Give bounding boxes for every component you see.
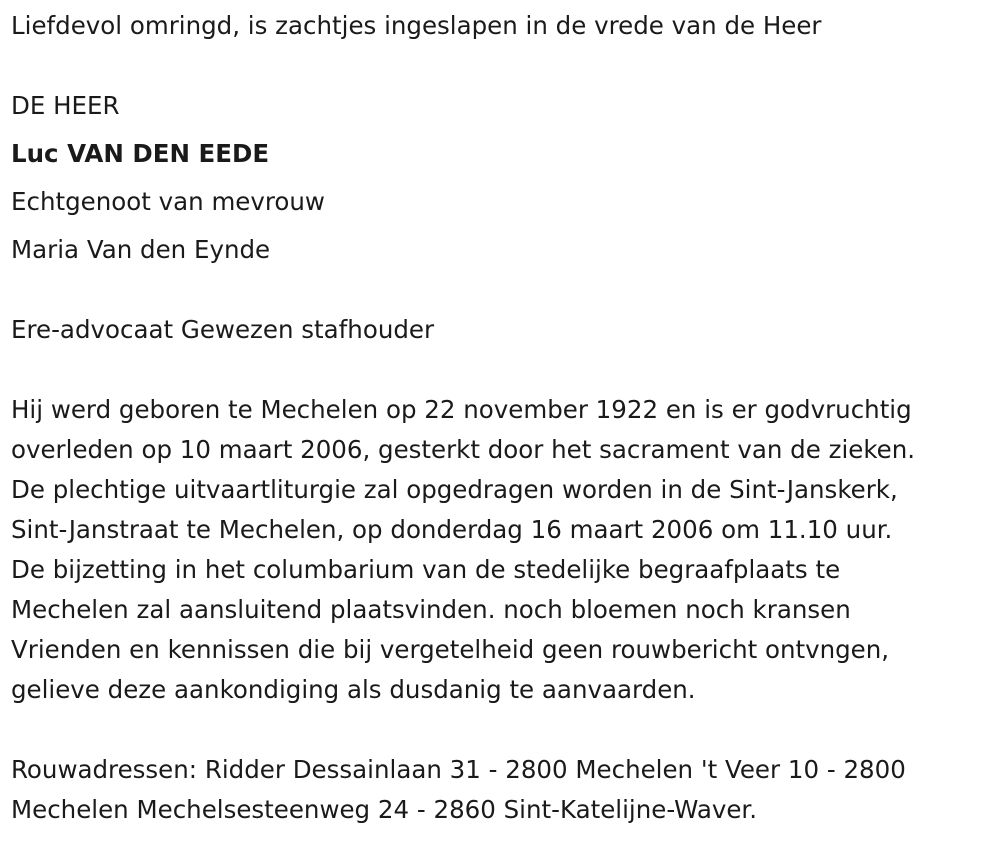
- spouse-label: Echtgenoot van mevrouw: [11, 187, 325, 216]
- body-line: Mechelen zal aansluitend plaatsvinden. noch bloemen noch kransen: [11, 595, 851, 624]
- body-line: De bijzetting in het columbarium van de stedelijke begraafplaats te: [11, 555, 841, 584]
- deceased-name: Luc VAN DEN EEDE: [11, 139, 270, 168]
- mourning-addresses: [11, 750, 996, 830]
- body-line: De plechtige uitvaartliturgie zal opgedragen worden in de Sint-Janskerk,: [11, 475, 898, 504]
- body-paragraph: [11, 390, 996, 710]
- body-line: Hij werd geboren te Mechelen op 22 november 1922 en is er godvruchtig: [11, 395, 912, 424]
- body-line: Sint-Janstraat te Mechelen, op donderdag 16 maart 2006 om 11.10 uur.: [11, 515, 893, 544]
- salutation: DE HEER: [11, 91, 120, 120]
- body-line: overleden op 10 maart 2006, gesterkt door het sacrament van de zieken.: [11, 435, 916, 464]
- body-line: gelieve deze aankondiging als dusdanig te aanvaarden.: [11, 675, 696, 704]
- intro-text: Liefdevol omringd, is zachtjes ingeslapen in de vrede van de Heer: [11, 11, 822, 40]
- address-line: Rouwadressen: Ridder Dessainlaan 31 - 2800 Mechelen 't Veer 10 - 2800: [11, 755, 906, 784]
- address-line: Mechelen Mechelsesteenweg 24 - 2860 Sint-Katelijne-Waver.: [11, 795, 758, 824]
- body-line: Vrienden en kennissen die bij vergetelheid geen rouwbericht ontvngen,: [11, 635, 890, 664]
- spouse-name: Maria Van den Eynde: [11, 235, 271, 264]
- professional-title: Ere-advocaat Gewezen stafhouder: [11, 315, 435, 344]
